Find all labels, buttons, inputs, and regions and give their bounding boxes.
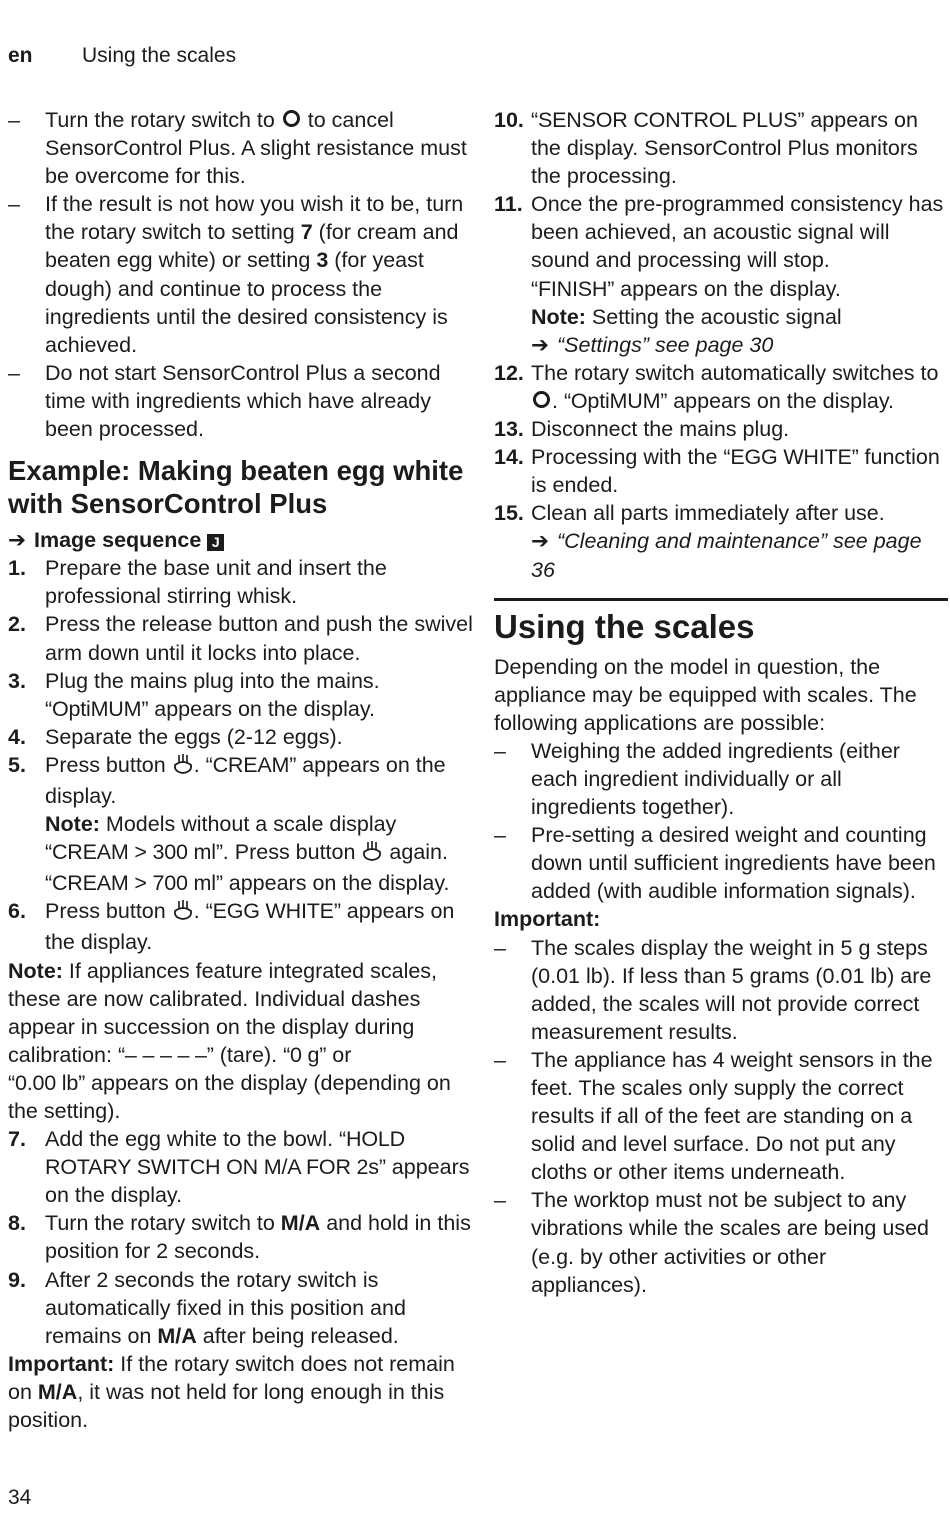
step-item: 7. Add the egg white to the bowl. “HOLD ROTARY SWITCH ON M/A FOR 2s” appears on the display. <box>8 1127 470 1208</box>
step-item: 13. Disconnect the mains plug. <box>494 417 790 442</box>
step-item: 10. “SENSOR CONTROL PLUS” appears on the display. SensorControl Plus monitors the processing. <box>494 108 918 189</box>
list-item: – Turn the rotary switch to to cancel SensorControl Plus. A slight resistance must be overcome for this. <box>8 106 478 190</box>
step-item: 1. Prepare the base unit and insert the professional stirring whisk. <box>8 556 387 609</box>
display-text: “CREAM” <box>205 752 297 777</box>
display-text: “SENSOR CONTROL PLUS” <box>531 108 805 132</box>
circle-off-icon <box>533 391 550 408</box>
display-text: “FINISH” <box>531 276 615 301</box>
step-item: 11. Once the pre-programmed consistency has been achieved, an acoustic signal will sound and processing will stop. “FINISH” appears on the display. Note: Setting the acoustic signal ➔ “Settings” see page 30 <box>494 190 948 359</box>
step-item: 6. Press button . “EGG WHITE” appears on the display. <box>8 899 455 955</box>
display-text: “CREAM > 700 ml” <box>45 871 223 896</box>
whisk-button-icon <box>361 840 383 869</box>
step-item: 12. The rotary switch automatically switches to . “OptiMUM” appears on the display. <box>494 360 939 413</box>
section-title: Using the scales <box>494 607 755 645</box>
list-item: – If the result is not how you wish it to be, turn the rotary switch to setting 7 (for cream and beaten egg white) or setting 3 (for yeast dough) and continue to process the ingredients until the desired consistency is achieved. <box>8 190 478 359</box>
display-text: “EGG WHITE” <box>723 445 859 470</box>
page-header-title: Using the scales <box>82 44 237 67</box>
list-item: – The appliance has 4 weight sensors in the feet. The scales only supply the correct results if all of the feet are standing on a solid and level surface. Do not put any cloths or other items underneath. <box>494 1046 948 1186</box>
display-text: “CREAM > 300 ml” <box>45 840 223 865</box>
page-header <box>8 44 236 68</box>
display-text: “HOLD ROTARY SWITCH ON M/A FOR 2s” <box>45 1127 405 1180</box>
list-item: – The scales display the weight in 5 g steps (0.01 lb). If less than 5 grams (0.01 lb) are added, the scales will not provide correct measurement results. <box>494 934 948 1046</box>
important-label: Important: <box>494 907 601 932</box>
step-item: 2. Press the release button and push the swivel arm down until it locks into place. <box>8 612 473 665</box>
image-sequence-ref: ➔ Image sequence J <box>8 526 478 554</box>
example-heading: Example: Making beaten egg white with SensorControl Plus <box>8 455 464 520</box>
list-item: – Pre-setting a desired weight and counting down until sufficient ingredients have been added (with audible information signals). <box>494 821 948 905</box>
display-text: “OptiMUM” <box>45 696 149 721</box>
important-note: Important: If the rotary switch does not remain on M/A, it was not held for long enough in this position. <box>8 1351 455 1433</box>
arrow-right-icon: ➔ <box>531 332 550 357</box>
whisk-button-icon <box>172 753 194 782</box>
calibration-note: Note: If appliances feature integrated scales, these are now calibrated. Individual dashes appear in succession on the display during calibration: “– – – – –” (tare). “0 g” or “0.00 lb” appears on the display (depending on the setting). <box>8 958 451 1123</box>
step-item: 8. Turn the rotary switch to M/A and hold in this position for 2 seconds. <box>8 1211 471 1264</box>
step-item: 15. Clean all parts immediately after use. ➔ “Cleaning and maintenance” see page 36 <box>494 501 922 582</box>
section-intro: Depending on the model in question, the appliance may be equipped with scales. The following applications are possible: <box>494 654 917 735</box>
display-text: “EGG WHITE” <box>205 899 341 924</box>
circle-off-icon <box>283 110 300 127</box>
image-sequence-letter: J <box>207 534 224 551</box>
list-item: – Do not start SensorControl Plus a second time with ingredients which have already been processed. <box>8 359 478 443</box>
list-item: – Weighing the added ingredients (either each ingredient individually or all ingredients together). <box>494 737 948 821</box>
list-item: – The worktop must not be subject to any vibrations while the scales are being used (e.g. by other activities or other appliances). <box>494 1186 948 1298</box>
page-number: 34 <box>8 1486 32 1509</box>
whisk-button-icon <box>172 899 194 928</box>
arrow-right-icon: ➔ <box>8 528 27 553</box>
display-text: “OptiMUM” <box>563 388 668 413</box>
left-column <box>8 106 478 1434</box>
step-item: 3. Plug the mains plug into the mains. “OptiMUM” appears on the display. <box>8 668 380 721</box>
language-code: en <box>8 44 33 67</box>
step-item: 4. Separate the eggs (2-12 eggs). <box>8 724 343 749</box>
section-divider <box>494 598 948 601</box>
step-item: 9. After 2 seconds the rotary switch is automatically fixed in this position and remains on M/A after being released. <box>8 1267 406 1348</box>
step-item: 5. Press button . “CREAM” appears on the display. Note: Models without a scale display “CREAM > 300 ml”. Press button again. “CREAM > 700 ml” appears on the display. <box>8 752 450 896</box>
cross-reference-link[interactable]: “Settings” see page 30 <box>557 332 774 357</box>
arrow-right-icon: ➔ <box>531 529 550 554</box>
cross-reference-link[interactable]: “Cleaning and maintenance” see page 36 <box>531 529 922 582</box>
step-item: 14. Processing with the “EGG WHITE” function is ended. <box>494 445 940 498</box>
right-column <box>494 106 948 1299</box>
